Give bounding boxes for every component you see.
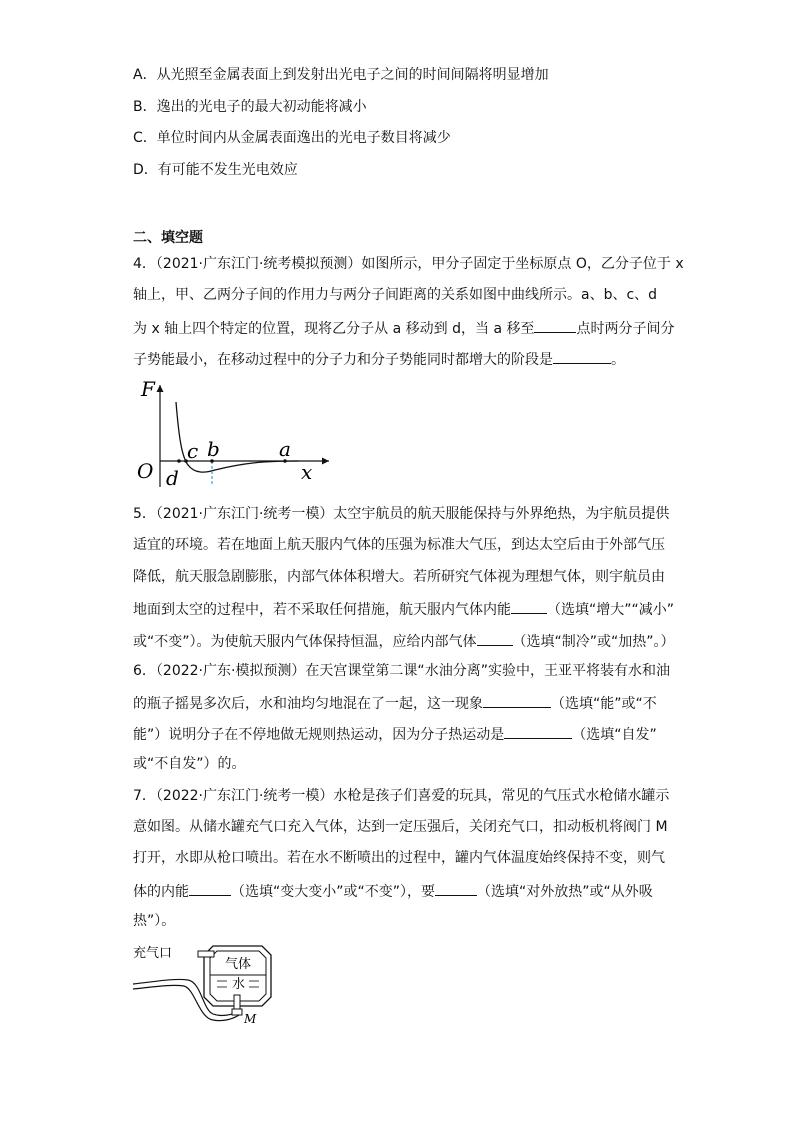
q4-blank-2[interactable] [553,348,611,364]
x-label: x [301,460,313,484]
option-c: C．单位时间内从金属表面逸出的光电子数目将减少 [133,130,451,146]
q4-line-3-text-a: 为 x 轴上四个特定的位置，现将乙分子从 a 移动到 d，当 a 移至 [133,321,535,337]
q6-line-4: 或“不自发”）的。 [133,756,246,772]
q7-line-4-text-c: （选填“对外放热”或“从外吸 [477,884,653,900]
q6-line-3-text-b: （选填“自发” [572,727,657,743]
valve-label: M [244,1012,257,1026]
q5-line-5-text-b: （选填“制冷”或“加热”。） [512,634,675,650]
q4-line-4-text-a: 子势能最小，在移动过程中的分子力和分子势能同时都增大的阶段是 [133,352,553,368]
q7-line-2: 意如图。从储水罐充气口充入气体，达到一定压强后，关闭充气口，扣动板机将阀门 M [133,819,668,835]
water-gun-figure [133,940,283,1025]
option-d: D．有可能不发生光电效应 [133,162,298,178]
q7-line-4-text-a: 体的内能 [133,884,189,900]
q6-blank-1[interactable] [483,692,551,708]
q4-line-4-text-b: 。 [611,352,625,368]
q4-blank-1[interactable] [534,317,576,333]
q7-line-3: 打开，水即从枪口喷出。若在水不断喷出的过程中，罐内气体温度始终保持不变，则气 [133,850,665,866]
q5-line-4-text-a: 地面到太空的过程中，若不采取任何措施，航天服内气体内能 [133,602,511,618]
q6-line-2-text-b: （选填“能”或“不 [551,696,657,712]
point-d [177,459,181,463]
q6-line-3 [133,723,657,745]
water-label: 水 [232,977,246,992]
q7-line-5: 热”）。 [133,913,176,929]
hose-upper [133,979,237,1015]
inlet-pipe [198,951,214,957]
q5-line-5 [133,630,675,652]
q6-line-2-text-a: 的瓶子摇晃多次后，水和油均匀地混在了一起，这一现象 [133,696,483,712]
q4-line-3 [133,317,674,339]
q5-line-5-text-a: 或“不变”）。为使航天服内气体保持恒温，应给内部气体 [133,634,477,650]
q4-line-4 [133,348,625,370]
option-a: A．从光照至金属表面上到发射出光电子之间的时间间隔将明显增加 [133,67,549,83]
origin-label: O [137,459,154,483]
a-label: a [279,437,291,461]
q5-blank-1[interactable] [511,598,547,614]
q7-line-1: 7．（2022·广东江门·统考一模）水枪是孩子们喜爱的玩具，常见的气压式水枪储水罐示 [133,788,670,804]
section-title: 二、填空题 [133,230,203,246]
b-label: b [207,437,220,461]
q6-line-3-text-a: 能”）说明分子在不停地做无规则热运动，因为分子热运动是 [133,727,505,743]
q5-line-4 [133,598,674,620]
q5-line-3: 降低，航天服急剧膨胀，内部气体体积增大。若所研究气体视为理想气体，则宇航员由 [133,569,665,585]
c-label: c [187,439,199,463]
inlet-label: 充气口 [133,946,173,961]
gas-label: 气体 [225,957,252,972]
q4-line-2: 轴上，甲、乙两分子间的作用力与两分子间距离的关系如图中曲线所示。a、b、c、d [133,287,658,303]
q6-line-2 [133,692,657,714]
q5-blank-2[interactable] [477,630,513,646]
q5-line-2: 适宜的环境。若在地面上航天服内气体的压强为标准大气压，到达太空后由于外部气压 [133,537,665,553]
force-distance-figure [133,377,333,492]
q5-line-4-text-b: （选填“增大”“减小” [547,602,675,618]
q7-line-4 [133,880,653,902]
q7-blank-1[interactable] [189,880,231,896]
q4-line-1: 4．（2021·广东江门·统考模拟预测）如图所示，甲分子固定于坐标原点 O，乙分子位于 x [133,256,684,272]
q4-line-3-text-b: 点时两分子间分 [576,321,675,337]
f-label: F [141,377,155,401]
q7-blank-2[interactable] [435,880,477,896]
q6-line-1: 6．（2022·广东·模拟预测）在天宫课堂第二课“水油分离”实验中，王亚平将装有水和油 [133,663,670,679]
valve [232,1009,242,1015]
q5-line-1: 5．（2021·广东江门·统考一模）太空宇航员的航天服能保持与外界绝热，为宇航员提供 [133,506,670,522]
q6-blank-2[interactable] [504,723,572,739]
option-b: B．逸出的光电子的最大初动能将减小 [133,99,367,115]
q7-line-4-text-b: （选填“变大变小”或“不变”），要 [231,884,436,900]
d-label: d [166,466,179,490]
